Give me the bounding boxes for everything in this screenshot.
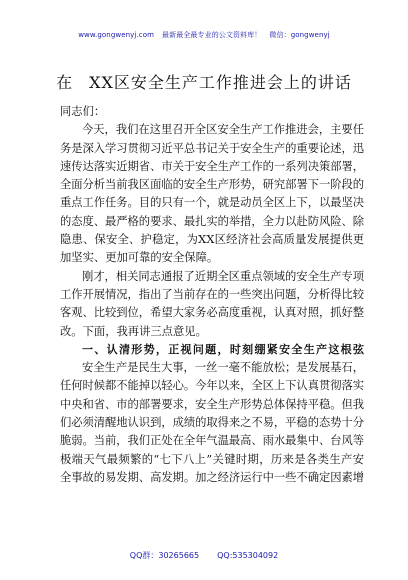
paragraph-line xyxy=(60,158,364,176)
site-url[interactable]: www.gongwenyj.com xyxy=(78,31,154,39)
section-heading xyxy=(60,341,364,359)
page-header xyxy=(0,30,408,40)
paragraph-line xyxy=(60,286,364,304)
qq-number: QQ:535304092 xyxy=(217,551,279,560)
paragraph-line xyxy=(60,469,364,487)
text-line: 务是深入学习贯彻习近平总书记关于安全生产的重要论述，迅 xyxy=(60,141,364,155)
site-slogan: 最新最全最专业的公文资料库！ xyxy=(162,31,262,39)
paragraph-line xyxy=(60,268,364,286)
text-line: 安全生产是民生大事，一丝一毫不能放松；是发展基石， xyxy=(82,361,364,375)
paragraph-line xyxy=(60,176,364,194)
text-line: 们必须清醒地认识到，成绩的取得来之不易，平稳的态势十分 xyxy=(60,416,364,430)
text-line: 隐患、保安全、护稳定，为XX区经济社会高质量发展提供更 xyxy=(60,233,365,247)
paragraph-line xyxy=(60,121,364,139)
page-title xyxy=(0,70,408,93)
text-line: 脆弱。当前，我们正处在全年气温最高、雨水最集中、台风等 xyxy=(60,434,364,448)
text-line: 的态度、最严格的要求、最扎实的举措，全力以赴防风险、除 xyxy=(60,214,364,228)
paragraph-line xyxy=(60,304,364,322)
paragraph-line xyxy=(60,396,364,414)
document-body xyxy=(60,103,364,487)
title-text: XX区安全生产工作推进会上的讲话 xyxy=(89,73,352,92)
text-line: 工作开展情况，指出了当前存在的一些突出问题，分析得比较 xyxy=(60,287,364,301)
text-line: 极端天气最频繁的“七下八上”关键时期，历来是各类生产安 xyxy=(60,452,365,466)
paragraph-line xyxy=(60,359,364,377)
text-line: 改。下面，我再讲三点意见。 xyxy=(60,324,207,338)
text-line: 全事故的易发期、高发期。加之经济运行中一些不确定因素增 xyxy=(60,470,364,484)
heading-text: 一、认清形势，正视问题，时刻绷紧安全生产这根弦 xyxy=(82,342,366,356)
text-line: 任何时候都不能掉以轻心。今年以来，全区上下认真贯彻落实 xyxy=(60,379,364,393)
text-line: 客观、比较到位，希望大家务必高度重视，认真对照，抓好整 xyxy=(60,306,364,320)
text-line: 速传达落实近期省、市关于安全生产工作的一系列决策部署， xyxy=(60,159,364,173)
wechat-id: 微信：gongwenyj xyxy=(269,31,330,39)
text-line: 刚才，相关同志通报了近期全区重点领域的安全生产专项 xyxy=(82,269,364,283)
text-line: 重点工作任务。目的只有一个，就是动员全区上下，以最坚决 xyxy=(60,196,364,210)
paragraph-line xyxy=(60,231,364,249)
text-line: 同志们： xyxy=(60,105,106,118)
text-line: 今天，我们在这里召开全区安全生产工作推进会，主要任 xyxy=(82,123,364,137)
paragraph-line xyxy=(60,140,364,158)
paragraph-line xyxy=(60,249,364,267)
text-line: 加坚实、更加可靠的安全保障。 xyxy=(60,251,219,265)
paragraph-line xyxy=(60,414,364,432)
paragraph-line xyxy=(60,377,364,395)
paragraph-line xyxy=(60,451,364,469)
paragraph-line xyxy=(60,213,364,231)
paragraph-line xyxy=(60,432,364,450)
text-line: 全面分析当前我区面临的安全生产形势，研究部署下一阶段的 xyxy=(60,178,364,192)
paragraph-line xyxy=(60,194,364,212)
title-prefix: 在 xyxy=(56,73,74,92)
salutation-line xyxy=(60,103,364,121)
text-line: 中央和省、市的部署要求，安全生产形势总体保持平稳。但我 xyxy=(60,397,364,411)
qq-group: QQ群：30265665 xyxy=(129,551,200,560)
page-footer xyxy=(0,550,408,561)
paragraph-line xyxy=(60,323,364,341)
